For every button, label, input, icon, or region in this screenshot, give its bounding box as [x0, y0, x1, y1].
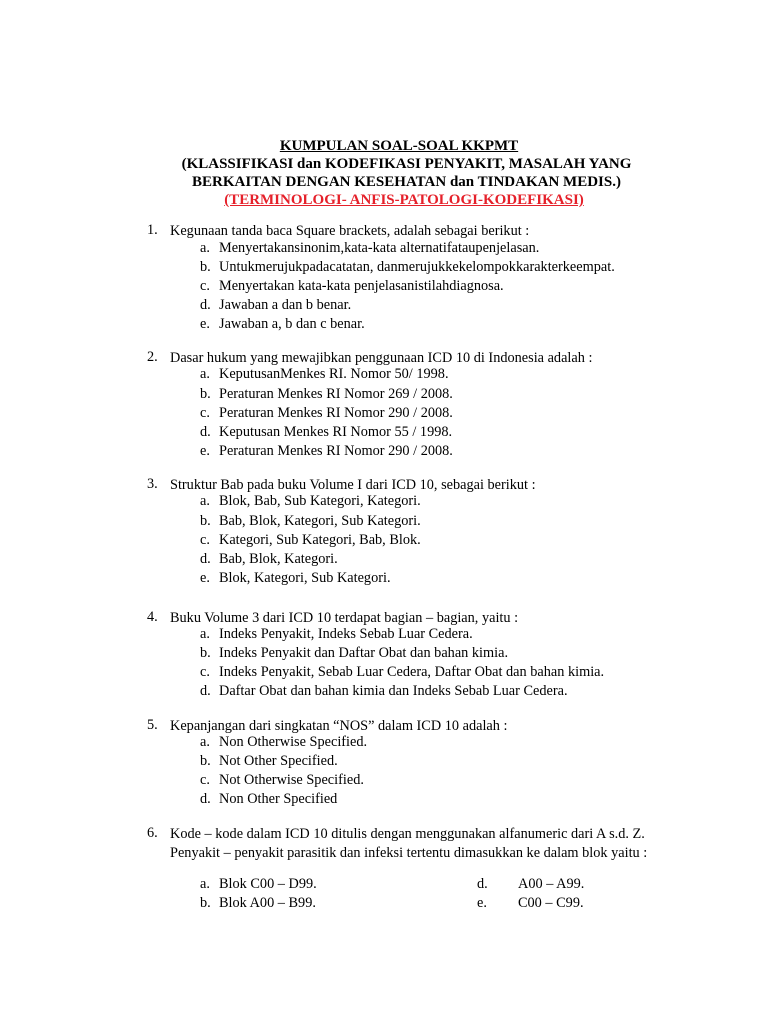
option-5c: c. Not Otherwise Specified. — [200, 772, 364, 788]
question-number: 2. — [147, 349, 158, 365]
question-text: Struktur Bab pada buku Volume I dari ICD 10, sebagai berikut : — [170, 477, 536, 493]
option-6e: e. C00 – C99. — [477, 895, 584, 911]
option-4d: d. Daftar Obat dan bahan kimia dan Indeks Sebab Luar Cedera. — [200, 683, 568, 699]
option-3c: c. Kategori, Sub Kategori, Bab, Blok. — [200, 532, 421, 548]
option-6a: a. Blok C00 – D99. — [200, 876, 317, 892]
option-6d: d. A00 – A99. — [477, 876, 585, 892]
question-number: 1. — [147, 222, 158, 238]
document-header — [0, 137, 768, 209]
option-1d: d. Jawaban a dan b benar. — [200, 297, 352, 313]
option-2a: a. KeputusanMenkes RI. Nomor 50/ 1998. — [200, 366, 449, 382]
question-number: 6. — [147, 825, 158, 841]
question-text: Kegunaan tanda baca Square brackets, adalah sebagai berikut : — [170, 223, 530, 239]
option-1b: b. Untukmerujukpadacatatan, danmerujukkekelompokkarakterkeempat. — [200, 259, 615, 275]
option-3a: a. Blok, Bab, Sub Kategori, Kategori. — [200, 493, 421, 509]
question-text: Kepanjangan dari singkatan “NOS” dalam ICD 10 adalah : — [170, 718, 508, 734]
header-topic: (TERMINOLOGI- ANFIS-PATOLOGI-KODEFIKASI) — [224, 192, 584, 208]
header-subtitle-line-1: (KLASSIFIKASI dan KODEFIKASI PENYAKIT, MASALAH YANG — [181, 156, 632, 172]
question-number: 5. — [147, 717, 158, 733]
option-2d: d. Keputusan Menkes RI Nomor 55 / 1998. — [200, 424, 453, 440]
question-text: Kode – kode dalam ICD 10 ditulis dengan menggunakan alfanumeric dari A s.d. Z. Penyakit – penyakit parasitik dan infeksi tertentu dimasukkan ke dalam blok yaitu : — [170, 826, 648, 861]
option-2e: e. Peraturan Menkes RI Nomor 290 / 2008. — [200, 443, 453, 459]
option-2b: b. Peraturan Menkes RI Nomor 269 / 2008. — [200, 386, 453, 402]
option-6b: b. Blok A00 – B99. — [200, 895, 316, 911]
question-text: Dasar hukum yang mewajibkan penggunaan ICD 10 di Indonesia adalah : — [170, 350, 593, 366]
option-4c: c. Indeks Penyakit, Sebab Luar Cedera, Daftar Obat dan bahan kimia. — [200, 664, 605, 680]
option-3e: e. Blok, Kategori, Sub Kategori. — [200, 570, 391, 586]
question-text: Buku Volume 3 dari ICD 10 terdapat bagian – bagian, yaitu : — [170, 610, 519, 626]
option-1a: a. Menyertakansinonim,kata-kata alternatifataupenjelasan. — [200, 240, 540, 256]
option-1e: e. Jawaban a, b dan c benar. — [200, 316, 365, 332]
header-subtitle-line-2: BERKAITAN DENGAN KESEHATAN dan TINDAKAN MEDIS.) — [192, 174, 621, 190]
option-3b: b. Bab, Blok, Kategori, Sub Kategori. — [200, 513, 421, 529]
option-5b: b. Not Other Specified. — [200, 753, 338, 769]
option-4a: a. Indeks Penyakit, Indeks Sebab Luar Cedera. — [200, 626, 473, 642]
header-title: KUMPULAN SOAL-SOAL KKPMT — [279, 138, 519, 154]
option-2c: c. Peraturan Menkes RI Nomor 290 / 2008. — [200, 405, 453, 421]
option-5a: a. Non Otherwise Specified. — [200, 734, 368, 750]
option-3d: d. Bab, Blok, Kategori. — [200, 551, 338, 567]
option-4b: b. Indeks Penyakit dan Daftar Obat dan bahan kimia. — [200, 645, 509, 661]
question-number: 3. — [147, 476, 158, 492]
option-1c: c. Menyertakan kata-kata penjelasanistilahdiagnosa. — [200, 278, 504, 294]
option-5d: d. Non Other Specified — [200, 791, 338, 807]
question-number: 4. — [147, 609, 158, 625]
